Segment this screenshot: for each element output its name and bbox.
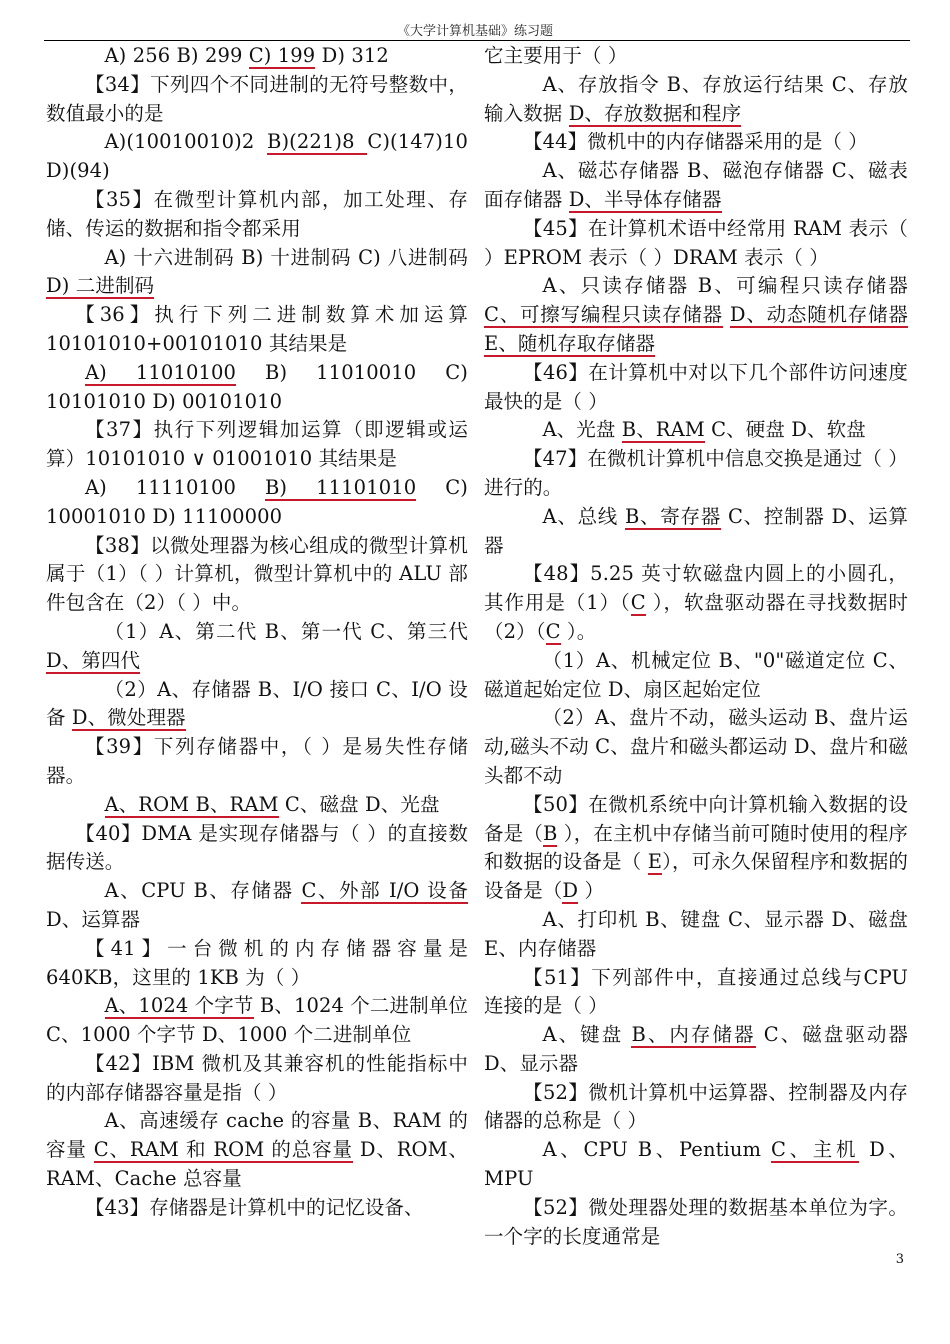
q38-options-1: （1）A、第二代 B、第一代 C、第三代 D、第四代: [46, 619, 468, 672]
q48-options-1: （1）A、机械定位 B、"0"磁道定位 C、磁道起始定位 D、扇区起始定位: [484, 648, 908, 701]
q33-options: A) 256 B) 299 C) 199 D) 312: [104, 44, 389, 67]
answer-underline: C、RAM 和 ROM 的总容量: [93, 1138, 353, 1162]
q45-options: A、只读存储器 B、可编程只读存储器 C、可擦写编程只读存储器 D、动态随机存储器 E、随机存取存储器: [484, 274, 908, 355]
q36-stem: 【36】执行下列二进制数算术加运算10101010+00101010 其结果是: [46, 303, 468, 355]
answer-underline: D、存放数据和程序: [568, 101, 742, 125]
q44-stem: 【44】微机中的内存储器采用的是（ ）: [523, 130, 868, 154]
answer-underline: E: [647, 850, 663, 874]
answer-underline: B、寄存器: [624, 504, 722, 528]
q48-stem: 【48】5.25 英寸软磁盘内圆上的小圆孔，其作用是（1）（C ），软盘驱动器在寻找数据时（2）（C ）。: [484, 562, 908, 643]
q42-stem: 【42】IBM 微机及其兼容机的性能指标中的内部存储器容量是指（ ）: [46, 1051, 468, 1104]
q40-options: A、CPU B、存储器 C、外部 I/O 设备 D、运算器: [46, 879, 468, 931]
q51-options: A、键盘 B、内存储器 C、磁盘驱动器 D、显示器: [484, 1023, 909, 1075]
answer-underline: B: [543, 821, 558, 845]
answer-underline: D: [562, 879, 579, 903]
answer-underline: C、外部 I/O 设备: [301, 879, 468, 903]
answer-underline: B、RAM: [195, 792, 279, 816]
answer-underline: C: [545, 619, 561, 643]
q44-options: A、磁芯存储器 B、磁泡存储器 C、磁表面存储器 D、半导体存储器: [484, 159, 908, 211]
answer-underline: B、内存储器: [631, 1023, 756, 1047]
q48-options-2: （2）A、盘片不动，磁头运动 B、盘片运动,磁头不动 C、盘片和磁头都运动 D、盘片和磁头都不动: [484, 706, 908, 787]
q50-stem: 【50】在微机系统中向计算机输入数据的设备是（B ），在主机中存储当前可随时使用的程序和数据的设备是（ E），可永久保留程序和数据的设备是（D ）: [484, 792, 908, 903]
q35-options: A) 十六进制码 B) 十进制码 C) 八进制码 D) 二进制码: [46, 245, 468, 298]
q52-options: A、CPU B、Pentium C、主机 D、MPU: [484, 1138, 908, 1191]
q35-stem: 【35】在微型计算机内部，加工处理、存储、传运的数据和指令都采用: [46, 187, 468, 240]
answer-underline: C、可擦写编程只读存储器: [484, 303, 723, 327]
q36-options: A) 11010100 B) 11010010 C) 10101010 D) 00101010: [46, 360, 468, 413]
q37-stem: 【37】执行下列逻辑加运算（即逻辑或运算）10101010 ∨ 01001010 其结果是: [46, 418, 468, 471]
right-column: [484, 42, 908, 1251]
q46-options: A、光盘 B、RAM C、硬盘 D、软盘: [542, 418, 866, 442]
left-column: [46, 42, 468, 1223]
answer-underline: B) 11101010: [265, 475, 417, 499]
q34-options: A)(10010010)2 B)(221)8 C)(147)10 D)(94): [46, 130, 468, 183]
answer-underline: D、动态随机存储器: [729, 303, 908, 327]
answer-underline: C、主机: [771, 1138, 860, 1162]
q34-stem: 【34】下列四个不同进制的无符号整数中，数值最小的是: [46, 72, 468, 125]
q39-stem: 【39】下列存储器中，（ ）是易失性存储器。: [46, 735, 468, 787]
answer-underline: E、随机存取存储器: [484, 331, 656, 355]
answer-underline: D、微处理器: [71, 706, 186, 730]
q46-stem: 【46】在计算机中对以下几个部件访问速度最快的是（ ）: [484, 360, 908, 413]
q51-stem: 【51】下列部件中，直接通过总线与CPU 连接的是（ ）: [484, 965, 908, 1018]
q47-stem: 【47】在微机计算机中信息交换是通过（ ）进行的。: [484, 447, 908, 499]
q38-options-2: （2）A、存储器 B、I/O 接口 C、I/O 设备 D、微处理器: [46, 677, 468, 730]
page-number: 3: [895, 1252, 904, 1267]
q38-stem: 【38】以微处理器为核心组成的微型计算机属于（1）（ ）计算机，微型计算机中的 ALU 部件包含在（2）（ ）中。: [46, 533, 468, 615]
header-rule: [44, 40, 910, 41]
q52b-stem: 【52】微处理器处理的数据基本单位为字。一个字的长度通常是: [484, 1195, 908, 1248]
q45-stem: 【45】在计算机术语中经常用 RAM 表示（ ）EPROM 表示（ ）DRAM 表示（ ）: [484, 216, 908, 269]
q41-options: A、1024 个字节 B、1024 个二进制单位 C、1000 个字节 D、1000 个二进制单位: [46, 994, 468, 1047]
answer-underline: A、1024 个字节: [104, 994, 254, 1018]
answer-underline: B)(221)8: [267, 130, 368, 154]
q43-stem: 【43】存储器是计算机中的记忆设备、: [85, 1195, 424, 1219]
answer-underline: C) 199: [248, 44, 316, 67]
answer-underline: C: [630, 591, 646, 615]
q39-options: A、ROM B、RAM C、磁盘 D、光盘: [104, 792, 440, 816]
answer-underline: D、第四代: [46, 648, 141, 672]
answer-underline: A、ROM: [104, 792, 196, 816]
q52-stem: 【52】微机计算机中运算器、控制器及内存储器的总称是（ ）: [484, 1080, 908, 1133]
answer-underline: D) 二进制码: [46, 274, 155, 298]
answer-underline: D、半导体存储器: [568, 187, 722, 211]
answer-underline: A) 11010100: [85, 360, 236, 384]
q37-options: A) 11110100 B) 11101010 C) 10001010 D) 11100000: [46, 475, 468, 528]
q50-options: A、打印机 B、键盘 C、显示器 D、磁盘 E、内存储器: [484, 907, 908, 960]
q47-options: A、总线 B、寄存器 C、控制器 D、运算器: [484, 504, 908, 557]
page-header-title: 《大学计算机基础》练习题: [396, 24, 553, 39]
q42-options: A、高速缓存 cache 的容量 B、RAM 的容量 C、RAM 和 ROM 的总容量 D、ROM、RAM、Cache 总容量: [46, 1109, 468, 1191]
q43-options: A、存放指令 B、存放运行结果 C、存放输入数据 D、存放数据和程序: [484, 72, 908, 125]
q41-stem: 【41】一台微机的内存储器容量是640KB，这里的 1KB 为（ ）: [46, 936, 468, 989]
q43-continued: 它主要用于（ ）: [484, 44, 628, 67]
q40-stem: 【40】DMA 是实现存储器与（ ）的直接数据传送。: [46, 821, 468, 874]
answer-underline: B、RAM: [621, 418, 705, 442]
